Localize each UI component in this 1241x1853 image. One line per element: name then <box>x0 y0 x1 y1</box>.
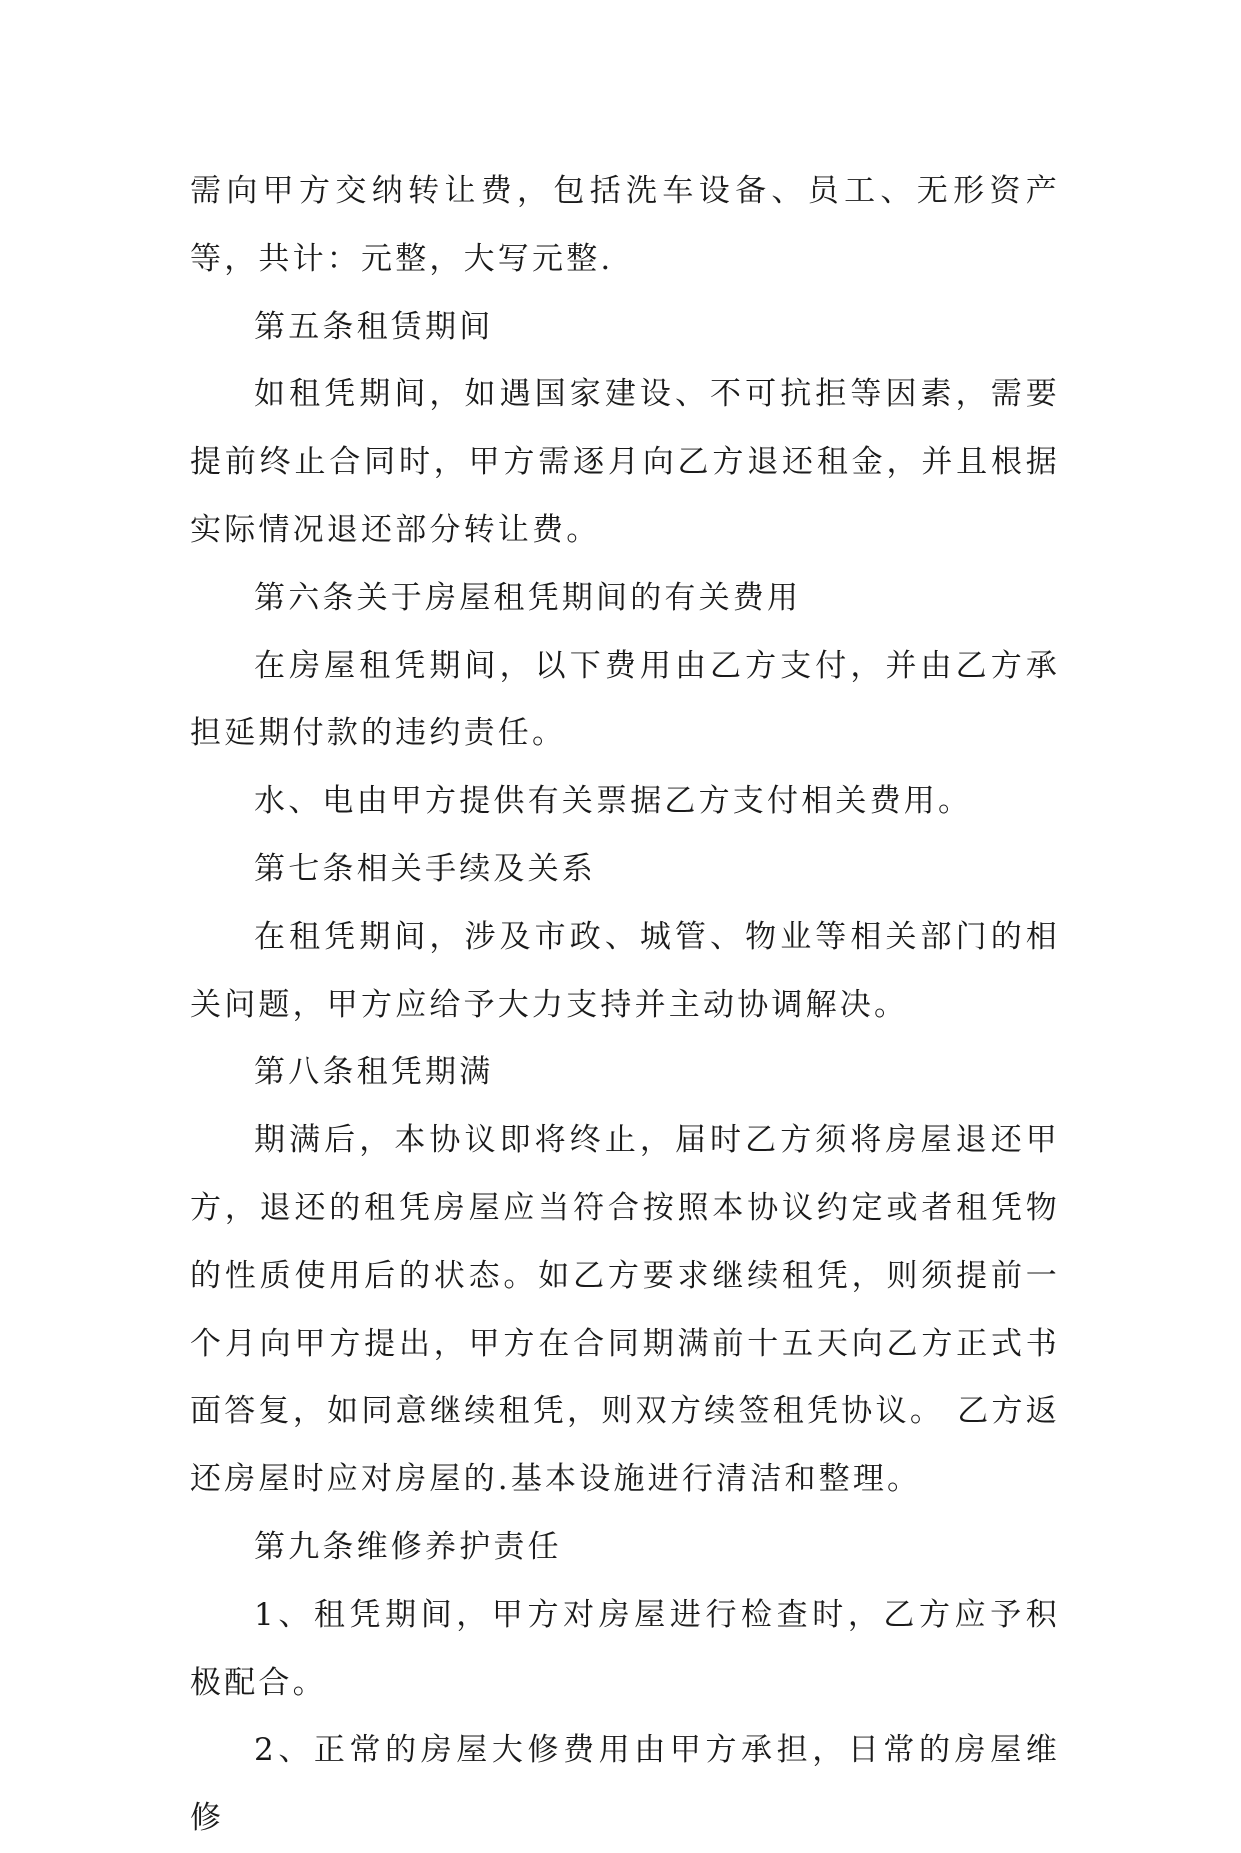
paragraph-maintenance-2: 2、正常的房屋大修费用由甲方承担，日常的房屋维修 <box>190 1732 1060 1837</box>
heading-article-8: 第八条租凭期满 <box>254 1054 494 1091</box>
paragraph-lease-period: 如租凭期间，如遇国家建设、不可抗拒等因素，需要提前终止合同时，甲方需逐月向乙方退还租金，并且根据实际情况退还部分转让费。 <box>190 376 1060 548</box>
heading-article-9: 第九条维修养护责任 <box>254 1528 562 1565</box>
paragraph-maintenance-1: 1、租凭期间，甲方对房屋进行检查时，乙方应予积极配合。 <box>190 1596 1060 1701</box>
heading-article-5: 第五条租赁期间 <box>254 308 494 345</box>
paragraph-procedures: 在租凭期间，涉及市政、城管、物业等相关部门的相关问题，甲方应给予大力支持并主动协调解决。 <box>190 918 1060 1023</box>
heading-article-7: 第七条相关手续及关系 <box>254 850 596 887</box>
document-body <box>190 158 1060 1853</box>
paragraph-lease-expiry: 期满后，本协议即将终止，届时乙方须将房屋退还甲方，退还的租凭房屋应当符合按照本协议约定或者租凭物的性质使用后的状态。如乙方要求继续租凭，则须提前一个月向甲方提出，甲方在合同期满前十五天向乙方正式书面答复，如同意继续租凭，则双方续签租凭协议。 乙方返还房屋时应对房屋的.基本设施进行清洁和整理。 <box>190 1122 1060 1498</box>
paragraph-utilities: 水、电由甲方提供有关票据乙方支付相关费用。 <box>254 783 973 820</box>
paragraph-fees-borne-by-b: 在房屋租凭期间，以下费用由乙方支付，并由乙方承担延期付款的违约责任。 <box>190 647 1060 752</box>
paragraph-transfer-fee: 需向甲方交纳转让费，包括洗车设备、员工、无形资产等，共计：元整，大写元整. <box>190 173 1060 277</box>
heading-article-6: 第六条关于房屋租凭期间的有关费用 <box>254 579 802 616</box>
